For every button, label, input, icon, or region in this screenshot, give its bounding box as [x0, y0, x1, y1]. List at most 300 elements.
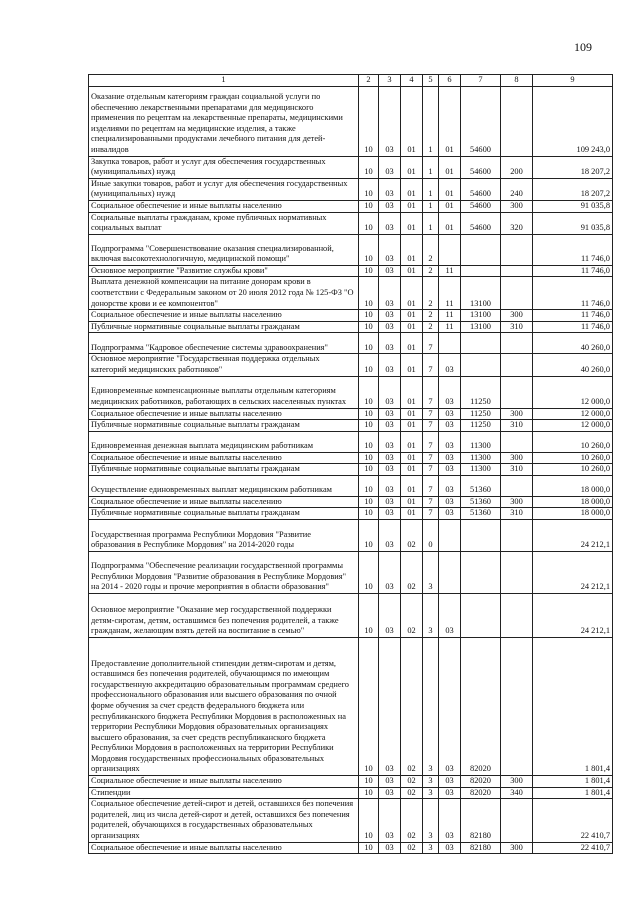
- cell-section: 10: [359, 265, 379, 277]
- cell-subsection: 03: [379, 464, 401, 476]
- cell-direction: [461, 520, 501, 552]
- cell-amount: 109 243,0: [533, 86, 613, 156]
- cell-subprogram: 2: [423, 310, 439, 322]
- cell-section: 10: [359, 787, 379, 799]
- cell-expense-type: [501, 234, 533, 265]
- cell-subsection: 03: [379, 200, 401, 212]
- table-row: [89, 431, 613, 452]
- cell-expense-type: [501, 277, 533, 310]
- cell-direction: 82020: [461, 638, 501, 776]
- cell-amount: 18 207,2: [533, 156, 613, 178]
- cell-section: 10: [359, 408, 379, 420]
- cell-expense-type: 300: [501, 452, 533, 464]
- cell-subprogram: 3: [423, 842, 439, 854]
- cell-section: 10: [359, 321, 379, 333]
- cell-activity: 03: [439, 475, 461, 496]
- cell-section: 10: [359, 520, 379, 552]
- cell-activity: 03: [439, 776, 461, 788]
- cell-amount: 11 746,0: [533, 265, 613, 277]
- cell-expense-type: 310: [501, 321, 533, 333]
- cell-expense-type: [501, 431, 533, 452]
- cell-amount: 18 000,0: [533, 508, 613, 520]
- cell-amount: 18 000,0: [533, 496, 613, 508]
- cell-section: 10: [359, 200, 379, 212]
- cell-direction: 54600: [461, 86, 501, 156]
- cell-amount: 22 410,7: [533, 842, 613, 854]
- cell-activity: 01: [439, 86, 461, 156]
- cell-subsection: 03: [379, 776, 401, 788]
- cell-program: 01: [401, 310, 423, 322]
- cell-direction: 13100: [461, 277, 501, 310]
- cell-expense-type: 300: [501, 200, 533, 212]
- cell-name: Предоставление дополнительной стипендии детям-сиротам и детям, оставшимся без попечения родителей, обучающимся по имеющим государственную аккредитацию образовательным программам среднего профессионального образования или высшего образования по очной форме обучения за счет средств федерального бюджета или республиканского бюджета Республики Мордовия в расположенных на территории Республики Мордовия образовательных организациях высшего образования, за счет средств республиканского бюджета Республики Мордовия в расположенных на территории Республики Мордовия государственных профессиональных образовательных организациях: [89, 638, 359, 776]
- cell-expense-type: 310: [501, 464, 533, 476]
- cell-direction: 82180: [461, 799, 501, 842]
- cell-subprogram: 3: [423, 552, 439, 594]
- cell-amount: 12 000,0: [533, 420, 613, 432]
- cell-subprogram: 7: [423, 452, 439, 464]
- cell-name: Основное мероприятие "Оказание мер государственной поддержки детям-сиротам, детям, оставшимся без попечения родителей, а также гражданам, желающим взять детей на воспитание в семью": [89, 594, 359, 638]
- cell-subsection: 03: [379, 376, 401, 408]
- cell-name: Подпрограмма "Совершенствование оказания специализированной, включая высокотехнологичную, медицинской помощи": [89, 234, 359, 265]
- header-col-5: 5: [423, 75, 439, 87]
- cell-subsection: 03: [379, 265, 401, 277]
- cell-program: 02: [401, 776, 423, 788]
- table-row: [89, 354, 613, 376]
- cell-program: 02: [401, 594, 423, 638]
- cell-name: Социальное обеспечение и иные выплаты населению: [89, 842, 359, 854]
- cell-subprogram: 7: [423, 475, 439, 496]
- cell-program: 01: [401, 496, 423, 508]
- cell-section: 10: [359, 638, 379, 776]
- cell-expense-type: [501, 594, 533, 638]
- cell-name: Социальное обеспечение и иные выплаты населению: [89, 200, 359, 212]
- cell-subprogram: 2: [423, 265, 439, 277]
- cell-name: Социальное обеспечение и иные выплаты населению: [89, 496, 359, 508]
- cell-name: Иные закупки товаров, работ и услуг для обеспечения государственных (муниципальных) нужд: [89, 178, 359, 200]
- cell-name: Социальное обеспечение и иные выплаты населению: [89, 408, 359, 420]
- cell-program: 01: [401, 321, 423, 333]
- cell-subprogram: 1: [423, 86, 439, 156]
- cell-direction: 54600: [461, 178, 501, 200]
- cell-section: 10: [359, 234, 379, 265]
- cell-subprogram: 2: [423, 321, 439, 333]
- cell-name: Выплата денежной компенсации на питание донорам крови в соответствии с Федеральным законом от 20 июля 2012 года № 125-ФЗ "О донорстве крови и ее компонентов": [89, 277, 359, 310]
- cell-activity: 03: [439, 464, 461, 476]
- table-row: [89, 321, 613, 333]
- cell-subprogram: 2: [423, 277, 439, 310]
- cell-program: 01: [401, 333, 423, 354]
- cell-name: Публичные нормативные социальные выплаты гражданам: [89, 508, 359, 520]
- cell-subsection: 03: [379, 508, 401, 520]
- cell-activity: 03: [439, 594, 461, 638]
- cell-program: 02: [401, 520, 423, 552]
- cell-subsection: 03: [379, 475, 401, 496]
- cell-activity: 01: [439, 156, 461, 178]
- header-col-3: 3: [379, 75, 401, 87]
- table-row: [89, 520, 613, 552]
- cell-amount: 1 801,4: [533, 776, 613, 788]
- cell-subsection: 03: [379, 496, 401, 508]
- cell-subsection: 03: [379, 638, 401, 776]
- cell-section: 10: [359, 508, 379, 520]
- cell-program: 01: [401, 86, 423, 156]
- cell-direction: [461, 354, 501, 376]
- table-row: [89, 420, 613, 432]
- cell-activity: 11: [439, 265, 461, 277]
- cell-subsection: 03: [379, 333, 401, 354]
- table-header-row: [89, 75, 613, 87]
- cell-subsection: 03: [379, 212, 401, 234]
- cell-expense-type: 240: [501, 178, 533, 200]
- cell-direction: 82180: [461, 842, 501, 854]
- cell-subsection: 03: [379, 787, 401, 799]
- cell-direction: [461, 552, 501, 594]
- table-row: [89, 508, 613, 520]
- cell-activity: [439, 520, 461, 552]
- cell-subprogram: 2: [423, 234, 439, 265]
- table-row: [89, 265, 613, 277]
- table-row: [89, 310, 613, 322]
- cell-subsection: 03: [379, 178, 401, 200]
- table-row: [89, 333, 613, 354]
- cell-program: 01: [401, 408, 423, 420]
- cell-activity: 01: [439, 212, 461, 234]
- cell-name: Социальные выплаты гражданам, кроме публичных нормативных социальных выплат: [89, 212, 359, 234]
- cell-expense-type: 320: [501, 212, 533, 234]
- cell-expense-type: [501, 475, 533, 496]
- cell-subsection: 03: [379, 86, 401, 156]
- cell-expense-type: [501, 333, 533, 354]
- cell-direction: 82020: [461, 787, 501, 799]
- cell-section: 10: [359, 842, 379, 854]
- cell-subprogram: 7: [423, 376, 439, 408]
- cell-subprogram: 7: [423, 464, 439, 476]
- cell-amount: 12 000,0: [533, 408, 613, 420]
- cell-expense-type: [501, 552, 533, 594]
- cell-activity: 01: [439, 178, 461, 200]
- cell-amount: 10 260,0: [533, 431, 613, 452]
- cell-name: Государственная программа Республики Мордовия "Развитие образования в Республике Мордовия" на 2014-2020 годы: [89, 520, 359, 552]
- cell-subsection: 03: [379, 552, 401, 594]
- cell-program: 01: [401, 200, 423, 212]
- cell-activity: [439, 333, 461, 354]
- cell-name: Подпрограмма "Обеспечение реализации государственной программы Республики Мордовия "Развитие образования в Республике Мордовия" на 2014 - 2020 годы и прочие мероприятия в области образования": [89, 552, 359, 594]
- cell-program: 01: [401, 431, 423, 452]
- cell-subprogram: 7: [423, 420, 439, 432]
- table-row: [89, 200, 613, 212]
- cell-direction: [461, 265, 501, 277]
- cell-section: 10: [359, 496, 379, 508]
- cell-program: 01: [401, 464, 423, 476]
- cell-subprogram: 1: [423, 156, 439, 178]
- table-row: [89, 496, 613, 508]
- cell-program: 02: [401, 787, 423, 799]
- cell-direction: 51360: [461, 496, 501, 508]
- cell-direction: [461, 594, 501, 638]
- cell-expense-type: 310: [501, 420, 533, 432]
- header-col-4: 4: [401, 75, 423, 87]
- cell-section: 10: [359, 594, 379, 638]
- cell-activity: 03: [439, 420, 461, 432]
- table-row: [89, 156, 613, 178]
- header-col-1: 1: [89, 75, 359, 87]
- cell-subsection: 03: [379, 452, 401, 464]
- cell-expense-type: 300: [501, 408, 533, 420]
- cell-amount: 91 035,8: [533, 212, 613, 234]
- cell-program: 01: [401, 234, 423, 265]
- cell-activity: [439, 234, 461, 265]
- cell-direction: 13100: [461, 321, 501, 333]
- cell-expense-type: 340: [501, 787, 533, 799]
- cell-direction: 51360: [461, 475, 501, 496]
- cell-subprogram: 7: [423, 508, 439, 520]
- table-row: [89, 86, 613, 156]
- cell-activity: 03: [439, 799, 461, 842]
- cell-activity: 03: [439, 508, 461, 520]
- cell-subsection: 03: [379, 156, 401, 178]
- cell-expense-type: 310: [501, 508, 533, 520]
- cell-expense-type: 300: [501, 842, 533, 854]
- cell-name: Социальное обеспечение и иные выплаты населению: [89, 310, 359, 322]
- cell-subprogram: 7: [423, 496, 439, 508]
- cell-expense-type: [501, 354, 533, 376]
- header-col-8: 8: [501, 75, 533, 87]
- cell-expense-type: 300: [501, 310, 533, 322]
- cell-section: 10: [359, 376, 379, 408]
- table-row: [89, 452, 613, 464]
- cell-expense-type: 200: [501, 156, 533, 178]
- header-col-7: 7: [461, 75, 501, 87]
- cell-subsection: 03: [379, 310, 401, 322]
- cell-direction: 54600: [461, 200, 501, 212]
- cell-subprogram: 3: [423, 594, 439, 638]
- header-col-9: 9: [533, 75, 613, 87]
- header-col-6: 6: [439, 75, 461, 87]
- cell-program: 01: [401, 178, 423, 200]
- cell-amount: 24 212,1: [533, 520, 613, 552]
- page-number: 109: [574, 40, 592, 54]
- table-row: [89, 212, 613, 234]
- cell-amount: 1 801,4: [533, 638, 613, 776]
- cell-section: 10: [359, 277, 379, 310]
- cell-name: Стипендии: [89, 787, 359, 799]
- cell-name: Публичные нормативные социальные выплаты гражданам: [89, 321, 359, 333]
- cell-subprogram: 7: [423, 333, 439, 354]
- cell-amount: 11 746,0: [533, 234, 613, 265]
- cell-activity: 01: [439, 200, 461, 212]
- cell-program: 01: [401, 277, 423, 310]
- cell-section: 10: [359, 452, 379, 464]
- cell-name: Подпрограмма "Кадровое обеспечение системы здравоохранения": [89, 333, 359, 354]
- cell-program: 02: [401, 552, 423, 594]
- cell-activity: 11: [439, 277, 461, 310]
- cell-subprogram: 7: [423, 431, 439, 452]
- cell-name: Социальное обеспечение и иные выплаты населению: [89, 452, 359, 464]
- cell-subsection: 03: [379, 277, 401, 310]
- cell-name: Единовременная денежная выплата медицинским работникам: [89, 431, 359, 452]
- cell-expense-type: [501, 376, 533, 408]
- cell-name: Основное мероприятие "Государственная поддержка отдельных категорий медицинских работников": [89, 354, 359, 376]
- cell-amount: 40 260,0: [533, 333, 613, 354]
- cell-program: 01: [401, 475, 423, 496]
- cell-subsection: 03: [379, 321, 401, 333]
- cell-direction: 54600: [461, 212, 501, 234]
- table-row: [89, 552, 613, 594]
- cell-subprogram: 3: [423, 776, 439, 788]
- cell-subsection: 03: [379, 431, 401, 452]
- cell-amount: 12 000,0: [533, 376, 613, 408]
- cell-expense-type: [501, 86, 533, 156]
- cell-amount: 11 746,0: [533, 321, 613, 333]
- cell-direction: 11250: [461, 376, 501, 408]
- table-row: [89, 277, 613, 310]
- cell-direction: 11300: [461, 452, 501, 464]
- cell-activity: 11: [439, 321, 461, 333]
- cell-section: 10: [359, 310, 379, 322]
- cell-subprogram: 0: [423, 520, 439, 552]
- cell-amount: 11 746,0: [533, 277, 613, 310]
- cell-amount: 22 410,7: [533, 799, 613, 842]
- cell-activity: 03: [439, 496, 461, 508]
- cell-amount: 10 260,0: [533, 452, 613, 464]
- cell-subsection: 03: [379, 842, 401, 854]
- cell-activity: 03: [439, 787, 461, 799]
- cell-name: Социальное обеспечение и иные выплаты населению: [89, 776, 359, 788]
- cell-amount: 91 035,8: [533, 200, 613, 212]
- cell-program: 01: [401, 376, 423, 408]
- cell-direction: 13100: [461, 310, 501, 322]
- cell-expense-type: 300: [501, 776, 533, 788]
- cell-amount: 11 746,0: [533, 310, 613, 322]
- cell-amount: 24 212,1: [533, 552, 613, 594]
- table-row: [89, 638, 613, 776]
- cell-direction: 54600: [461, 156, 501, 178]
- table-row: [89, 376, 613, 408]
- cell-subsection: 03: [379, 420, 401, 432]
- cell-subprogram: 1: [423, 212, 439, 234]
- cell-section: 10: [359, 333, 379, 354]
- table-row: [89, 842, 613, 854]
- table-row: [89, 464, 613, 476]
- table-row: [89, 787, 613, 799]
- cell-activity: 03: [439, 452, 461, 464]
- cell-name: Единовременные компенсационные выплаты отдельным категориям медицинских работников, работающих в сельских населенных пунктах: [89, 376, 359, 408]
- cell-section: 10: [359, 464, 379, 476]
- cell-name: Осуществление единовременных выплат медицинским работникам: [89, 475, 359, 496]
- cell-amount: 24 212,1: [533, 594, 613, 638]
- cell-name: Публичные нормативные социальные выплаты гражданам: [89, 420, 359, 432]
- cell-program: 02: [401, 638, 423, 776]
- cell-amount: 10 260,0: [533, 464, 613, 476]
- cell-subsection: 03: [379, 520, 401, 552]
- cell-section: 10: [359, 776, 379, 788]
- cell-name: Публичные нормативные социальные выплаты гражданам: [89, 464, 359, 476]
- cell-section: 10: [359, 86, 379, 156]
- cell-subprogram: 7: [423, 408, 439, 420]
- table-row: [89, 234, 613, 265]
- cell-section: 10: [359, 156, 379, 178]
- cell-direction: 11300: [461, 431, 501, 452]
- table-row: [89, 408, 613, 420]
- cell-program: 02: [401, 799, 423, 842]
- cell-activity: 03: [439, 431, 461, 452]
- table-row: [89, 594, 613, 638]
- cell-subprogram: 3: [423, 799, 439, 842]
- cell-section: 10: [359, 552, 379, 594]
- table-row: [89, 799, 613, 842]
- cell-subsection: 03: [379, 354, 401, 376]
- cell-section: 10: [359, 431, 379, 452]
- cell-subsection: 03: [379, 234, 401, 265]
- cell-program: 01: [401, 156, 423, 178]
- cell-program: 01: [401, 212, 423, 234]
- cell-activity: 11: [439, 310, 461, 322]
- cell-direction: [461, 333, 501, 354]
- cell-section: 10: [359, 799, 379, 842]
- cell-amount: 1 801,4: [533, 787, 613, 799]
- cell-section: 10: [359, 212, 379, 234]
- cell-section: 10: [359, 178, 379, 200]
- cell-direction: 11250: [461, 408, 501, 420]
- cell-direction: 11300: [461, 464, 501, 476]
- cell-name: Основное мероприятие "Развитие службы крови": [89, 265, 359, 277]
- cell-program: 02: [401, 842, 423, 854]
- cell-direction: 82020: [461, 776, 501, 788]
- cell-program: 01: [401, 265, 423, 277]
- cell-activity: 03: [439, 408, 461, 420]
- cell-subsection: 03: [379, 594, 401, 638]
- table-row: [89, 475, 613, 496]
- cell-subprogram: 7: [423, 354, 439, 376]
- cell-direction: 11250: [461, 420, 501, 432]
- cell-subsection: 03: [379, 799, 401, 842]
- cell-expense-type: [501, 799, 533, 842]
- cell-subprogram: 3: [423, 638, 439, 776]
- cell-section: 10: [359, 475, 379, 496]
- cell-amount: 18 207,2: [533, 178, 613, 200]
- cell-subprogram: 1: [423, 200, 439, 212]
- cell-section: 10: [359, 420, 379, 432]
- table-body: [89, 86, 613, 854]
- cell-activity: 03: [439, 842, 461, 854]
- cell-expense-type: [501, 638, 533, 776]
- header-col-2: 2: [359, 75, 379, 87]
- cell-section: 10: [359, 354, 379, 376]
- cell-program: 01: [401, 420, 423, 432]
- budget-table: [88, 74, 613, 854]
- cell-direction: [461, 234, 501, 265]
- cell-name: Оказание отдельным категориям граждан социальной услуги по обеспечению лекарственными препаратами для медицинского применения по рецептам на лекарственные препараты, медицинскими изделиями по рецептам на медицинские изделия, а также специализированными продуктами лечебного питания для детей-инвалидов: [89, 86, 359, 156]
- cell-activity: 03: [439, 354, 461, 376]
- cell-name: Закупка товаров, работ и услуг для обеспечения государственных (муниципальных) нужд: [89, 156, 359, 178]
- cell-activity: 03: [439, 638, 461, 776]
- cell-amount: 18 000,0: [533, 475, 613, 496]
- table-row: [89, 776, 613, 788]
- cell-activity: [439, 552, 461, 594]
- cell-name: Социальное обеспечение детей-сирот и детей, оставшихся без попечения родителей, лиц из числа детей-сирот и детей, оставшихся без попечения родителей, обучающихся в государственных образовательных организациях: [89, 799, 359, 842]
- table-row: [89, 178, 613, 200]
- cell-expense-type: 300: [501, 496, 533, 508]
- cell-program: 01: [401, 452, 423, 464]
- cell-subprogram: 1: [423, 178, 439, 200]
- cell-subsection: 03: [379, 408, 401, 420]
- cell-activity: 03: [439, 376, 461, 408]
- cell-program: 01: [401, 508, 423, 520]
- cell-program: 01: [401, 354, 423, 376]
- cell-direction: 51360: [461, 508, 501, 520]
- cell-expense-type: [501, 520, 533, 552]
